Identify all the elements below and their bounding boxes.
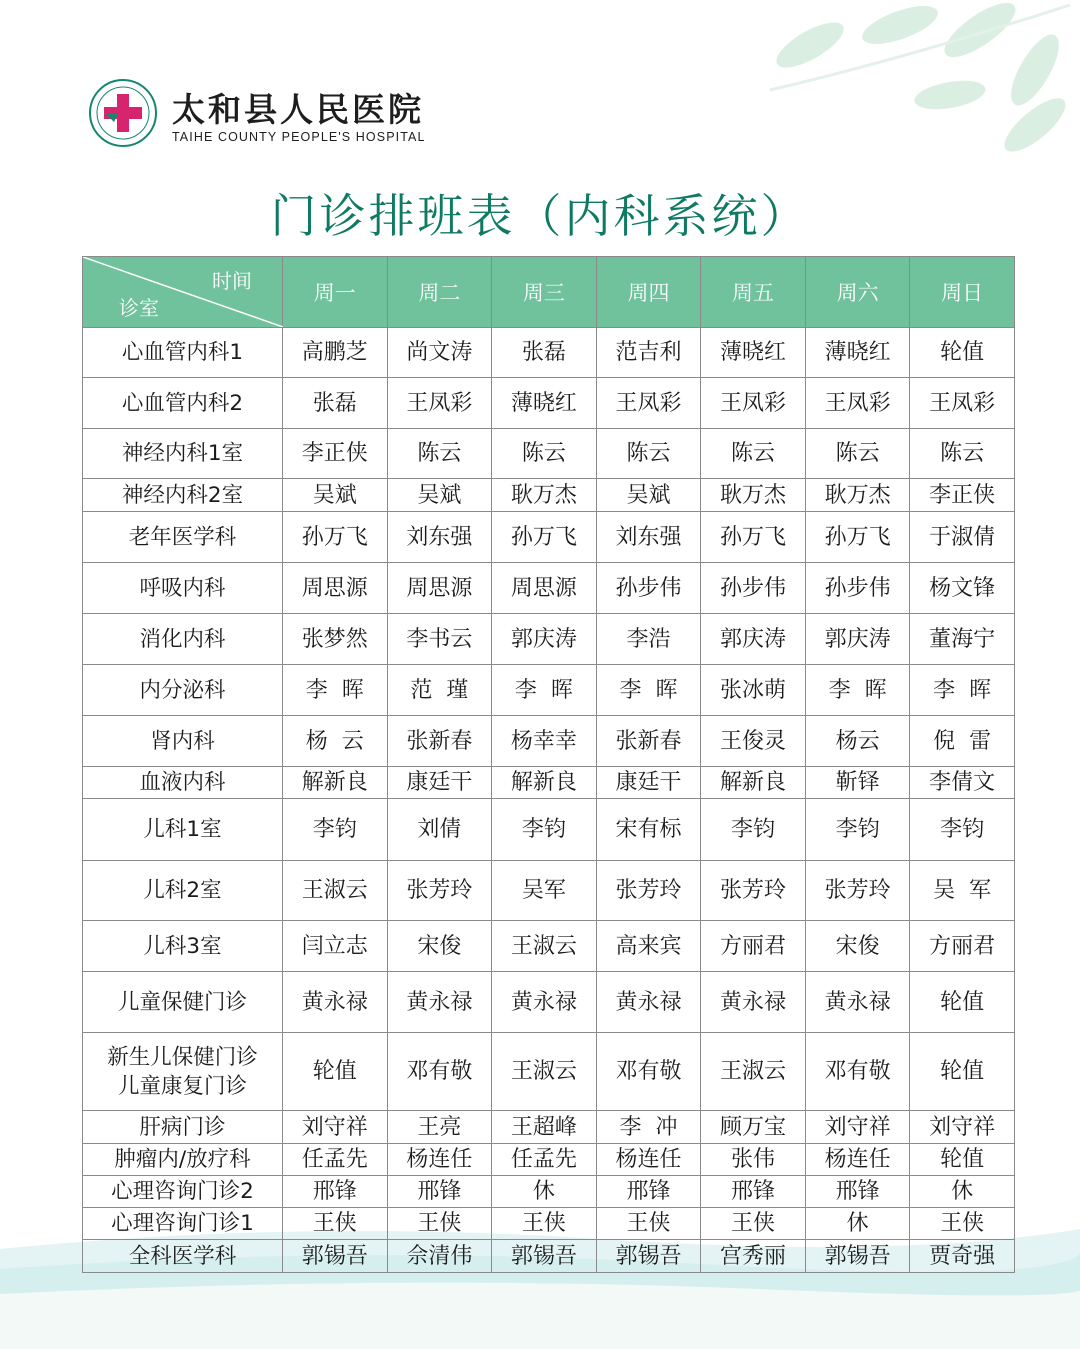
doctor-cell: 宋俊 — [805, 921, 910, 972]
table-row — [83, 378, 1015, 429]
doctor-cell: 孙万飞 — [492, 512, 597, 563]
doctor-cell: 孙万飞 — [701, 512, 806, 563]
doctor-cell: 孙步伟 — [805, 563, 910, 614]
doctor-cell: 吴军 — [492, 861, 597, 921]
doctor-cell: 邓有敬 — [387, 1033, 492, 1111]
doctor-cell: 李钧 — [910, 799, 1015, 861]
corner-label-room: 诊室 — [119, 296, 159, 320]
day-header: 周二 — [387, 257, 492, 328]
doctor-cell: 孙万飞 — [805, 512, 910, 563]
day-header: 周五 — [701, 257, 806, 328]
doctor-cell: 黄永禄 — [805, 972, 910, 1033]
doctor-cell: 陈云 — [910, 429, 1015, 479]
department-cell: 消化内科 — [83, 614, 283, 665]
table-row — [83, 716, 1015, 767]
doctor-cell: 耿万杰 — [805, 479, 910, 512]
doctor-cell: 黄永禄 — [492, 972, 597, 1033]
doctor-cell: 薄晓红 — [492, 378, 597, 429]
doctor-cell: 方丽君 — [701, 921, 806, 972]
table-row — [83, 767, 1015, 799]
doctor-cell: 宫秀丽 — [701, 1240, 806, 1273]
doctor-cell: 王淑云 — [701, 1033, 806, 1111]
department-cell: 神经内科1室 — [83, 429, 283, 479]
doctor-cell: 吴斌 — [596, 479, 701, 512]
doctor-cell: 邢锋 — [596, 1176, 701, 1208]
corner-header — [83, 257, 283, 328]
table-row — [83, 972, 1015, 1033]
doctor-cell: 邢锋 — [701, 1176, 806, 1208]
doctor-cell: 周思源 — [283, 563, 388, 614]
doctor-cell: 休 — [910, 1176, 1015, 1208]
doctor-cell: 邢锋 — [805, 1176, 910, 1208]
hospital-name-en: TAIHE COUNTY PEOPLE'S HOSPITAL — [172, 130, 426, 144]
doctor-cell: 张芳玲 — [596, 861, 701, 921]
table-row — [83, 861, 1015, 921]
doctor-cell: 王淑云 — [283, 861, 388, 921]
table-row — [83, 1144, 1015, 1176]
department-cell: 心理咨询门诊2 — [83, 1176, 283, 1208]
doctor-cell: 刘东强 — [387, 512, 492, 563]
doctor-cell: 薄晓红 — [805, 328, 910, 378]
department-cell: 儿科3室 — [83, 921, 283, 972]
doctor-cell: 休 — [492, 1176, 597, 1208]
doctor-cell: 李钧 — [283, 799, 388, 861]
doctor-cell: 解新良 — [283, 767, 388, 799]
doctor-cell: 陈云 — [701, 429, 806, 479]
doctor-cell: 倪 雷 — [910, 716, 1015, 767]
doctor-cell: 李钧 — [492, 799, 597, 861]
doctor-cell: 刘守祥 — [910, 1111, 1015, 1144]
day-header: 周四 — [596, 257, 701, 328]
department-cell: 心理咨询门诊1 — [83, 1208, 283, 1240]
schedule-table — [82, 256, 1015, 1273]
doctor-cell: 解新良 — [701, 767, 806, 799]
table-row — [83, 328, 1015, 378]
doctor-cell: 王凤彩 — [596, 378, 701, 429]
department-cell: 血液内科 — [83, 767, 283, 799]
doctor-cell: 轮值 — [910, 972, 1015, 1033]
doctor-cell: 王淑云 — [492, 921, 597, 972]
doctor-cell: 黄永禄 — [596, 972, 701, 1033]
doctor-cell: 吴 军 — [910, 861, 1015, 921]
doctor-cell: 范 瑾 — [387, 665, 492, 716]
doctor-cell: 李正侠 — [283, 429, 388, 479]
doctor-cell: 张梦然 — [283, 614, 388, 665]
department-cell: 呼吸内科 — [83, 563, 283, 614]
department-cell: 肾内科 — [83, 716, 283, 767]
table-row — [83, 1033, 1015, 1111]
doctor-cell: 杨连任 — [387, 1144, 492, 1176]
doctor-cell: 董海宁 — [910, 614, 1015, 665]
doctor-cell: 轮值 — [910, 328, 1015, 378]
doctor-cell: 李 晖 — [596, 665, 701, 716]
doctor-cell: 张芳玲 — [387, 861, 492, 921]
doctor-cell: 王侠 — [910, 1208, 1015, 1240]
department-cell: 肝病门诊 — [83, 1111, 283, 1144]
doctor-cell: 杨连任 — [805, 1144, 910, 1176]
doctor-cell: 李 晖 — [492, 665, 597, 716]
department-cell: 老年医学科 — [83, 512, 283, 563]
doctor-cell: 郭锡吾 — [283, 1240, 388, 1273]
doctor-cell: 王侠 — [701, 1208, 806, 1240]
doctor-cell: 周思源 — [492, 563, 597, 614]
doctor-cell: 刘东强 — [596, 512, 701, 563]
doctor-cell: 任孟先 — [283, 1144, 388, 1176]
doctor-cell: 李浩 — [596, 614, 701, 665]
doctor-cell: 杨文锋 — [910, 563, 1015, 614]
doctor-cell: 孙步伟 — [701, 563, 806, 614]
department-cell: 全科医学科 — [83, 1240, 283, 1273]
doctor-cell: 闫立志 — [283, 921, 388, 972]
doctor-cell: 轮值 — [910, 1144, 1015, 1176]
doctor-cell: 郭锡吾 — [805, 1240, 910, 1273]
doctor-cell: 王淑云 — [492, 1033, 597, 1111]
doctor-cell: 范吉利 — [596, 328, 701, 378]
doctor-cell: 张芳玲 — [701, 861, 806, 921]
leaf-branch-icon — [750, 0, 1080, 160]
doctor-cell: 康廷干 — [387, 767, 492, 799]
day-header: 周三 — [492, 257, 597, 328]
doctor-cell: 王侠 — [596, 1208, 701, 1240]
doctor-cell: 孙步伟 — [596, 563, 701, 614]
doctor-cell: 杨连任 — [596, 1144, 701, 1176]
doctor-cell: 宋俊 — [387, 921, 492, 972]
page-title: 门诊排班表（内科系统） — [270, 189, 810, 243]
table-row — [83, 665, 1015, 716]
doctor-cell: 李钧 — [701, 799, 806, 861]
doctor-cell: 张芳玲 — [805, 861, 910, 921]
department-cell: 儿科2室 — [83, 861, 283, 921]
day-header: 周日 — [910, 257, 1015, 328]
doctor-cell: 尚文涛 — [387, 328, 492, 378]
hospital-name-cn: 太和县人民医院 — [172, 90, 424, 129]
department-cell: 心血管内科2 — [83, 378, 283, 429]
doctor-cell: 孙万飞 — [283, 512, 388, 563]
doctor-cell: 耿万杰 — [701, 479, 806, 512]
doctor-cell: 王俊灵 — [701, 716, 806, 767]
doctor-cell: 王凤彩 — [387, 378, 492, 429]
doctor-cell: 刘守祥 — [805, 1111, 910, 1144]
table-row — [83, 1208, 1015, 1240]
doctor-cell: 王侠 — [492, 1208, 597, 1240]
doctor-cell: 刘守祥 — [283, 1111, 388, 1144]
doctor-cell: 黄永禄 — [283, 972, 388, 1033]
doctor-cell: 邓有敬 — [805, 1033, 910, 1111]
doctor-cell: 王超峰 — [492, 1111, 597, 1144]
doctor-cell: 张磊 — [283, 378, 388, 429]
doctor-cell: 陈云 — [387, 429, 492, 479]
doctor-cell: 靳铎 — [805, 767, 910, 799]
department-cell: 内分泌科 — [83, 665, 283, 716]
doctor-cell: 李倩文 — [910, 767, 1015, 799]
doctor-cell: 任孟先 — [492, 1144, 597, 1176]
doctor-cell: 吴斌 — [387, 479, 492, 512]
doctor-cell: 黄永禄 — [701, 972, 806, 1033]
doctor-cell: 邢锋 — [283, 1176, 388, 1208]
doctor-cell: 张磊 — [492, 328, 597, 378]
doctor-cell: 邓有敬 — [596, 1033, 701, 1111]
doctor-cell: 张新春 — [596, 716, 701, 767]
doctor-cell: 王凤彩 — [805, 378, 910, 429]
doctor-cell: 杨 云 — [283, 716, 388, 767]
department-cell: 儿童保健门诊 — [83, 972, 283, 1033]
hospital-cross-logo — [88, 78, 158, 148]
table-row — [83, 1240, 1015, 1273]
doctor-cell: 李 冲 — [596, 1111, 701, 1144]
doctor-cell: 高来宾 — [596, 921, 701, 972]
doctor-cell: 顾万宝 — [701, 1111, 806, 1144]
table-row — [83, 429, 1015, 479]
doctor-cell: 轮值 — [283, 1033, 388, 1111]
doctor-cell: 李钧 — [805, 799, 910, 861]
doctor-cell: 吴斌 — [283, 479, 388, 512]
doctor-cell: 杨云 — [805, 716, 910, 767]
day-header: 周一 — [283, 257, 388, 328]
doctor-cell: 郭庆涛 — [701, 614, 806, 665]
doctor-cell: 黄永禄 — [387, 972, 492, 1033]
doctor-cell: 郭锡吾 — [596, 1240, 701, 1273]
diagonal-divider — [83, 257, 283, 327]
doctor-cell: 王亮 — [387, 1111, 492, 1144]
doctor-cell: 郭锡吾 — [492, 1240, 597, 1273]
doctor-cell: 郭庆涛 — [492, 614, 597, 665]
department-cell: 神经内科2室 — [83, 479, 283, 512]
doctor-cell: 李正侠 — [910, 479, 1015, 512]
department-cell: 儿科1室 — [83, 799, 283, 861]
table-row — [83, 921, 1015, 972]
department-cell: 心血管内科1 — [83, 328, 283, 378]
doctor-cell: 王侠 — [387, 1208, 492, 1240]
table-row — [83, 614, 1015, 665]
doctor-cell: 王凤彩 — [701, 378, 806, 429]
doctor-cell: 休 — [805, 1208, 910, 1240]
doctor-cell: 李 晖 — [910, 665, 1015, 716]
doctor-cell: 张新春 — [387, 716, 492, 767]
department-cell: 肿瘤内/放疗科 — [83, 1144, 283, 1176]
doctor-cell: 李 晖 — [283, 665, 388, 716]
doctor-cell: 刘倩 — [387, 799, 492, 861]
header-row — [83, 257, 1015, 328]
doctor-cell: 宋有标 — [596, 799, 701, 861]
doctor-cell: 李 晖 — [805, 665, 910, 716]
doctor-cell: 耿万杰 — [492, 479, 597, 512]
table-row — [83, 479, 1015, 512]
table-row — [83, 799, 1015, 861]
table-row — [83, 1111, 1015, 1144]
doctor-cell: 康廷干 — [596, 767, 701, 799]
table-row — [83, 512, 1015, 563]
doctor-cell: 陈云 — [805, 429, 910, 479]
doctor-cell: 周思源 — [387, 563, 492, 614]
doctor-cell: 于淑倩 — [910, 512, 1015, 563]
doctor-cell: 陈云 — [596, 429, 701, 479]
table-row — [83, 1176, 1015, 1208]
department-cell: 新生儿保健门诊 儿童康复门诊 — [83, 1033, 283, 1111]
schedule-body — [83, 328, 1015, 1273]
doctor-cell: 郭庆涛 — [805, 614, 910, 665]
day-header: 周六 — [805, 257, 910, 328]
doctor-cell: 杨幸幸 — [492, 716, 597, 767]
doctor-cell: 贾奇强 — [910, 1240, 1015, 1273]
doctor-cell: 张伟 — [701, 1144, 806, 1176]
corner-label-time: 时间 — [212, 269, 252, 293]
doctor-cell: 佘清伟 — [387, 1240, 492, 1273]
doctor-cell: 薄晓红 — [701, 328, 806, 378]
doctor-cell: 张冰萌 — [701, 665, 806, 716]
doctor-cell: 陈云 — [492, 429, 597, 479]
doctor-cell: 方丽君 — [910, 921, 1015, 972]
doctor-cell: 李书云 — [387, 614, 492, 665]
doctor-cell: 王凤彩 — [910, 378, 1015, 429]
table-row — [83, 563, 1015, 614]
doctor-cell: 高鹏芝 — [283, 328, 388, 378]
doctor-cell: 王侠 — [283, 1208, 388, 1240]
doctor-cell: 轮值 — [910, 1033, 1015, 1111]
doctor-cell: 解新良 — [492, 767, 597, 799]
doctor-cell: 邢锋 — [387, 1176, 492, 1208]
